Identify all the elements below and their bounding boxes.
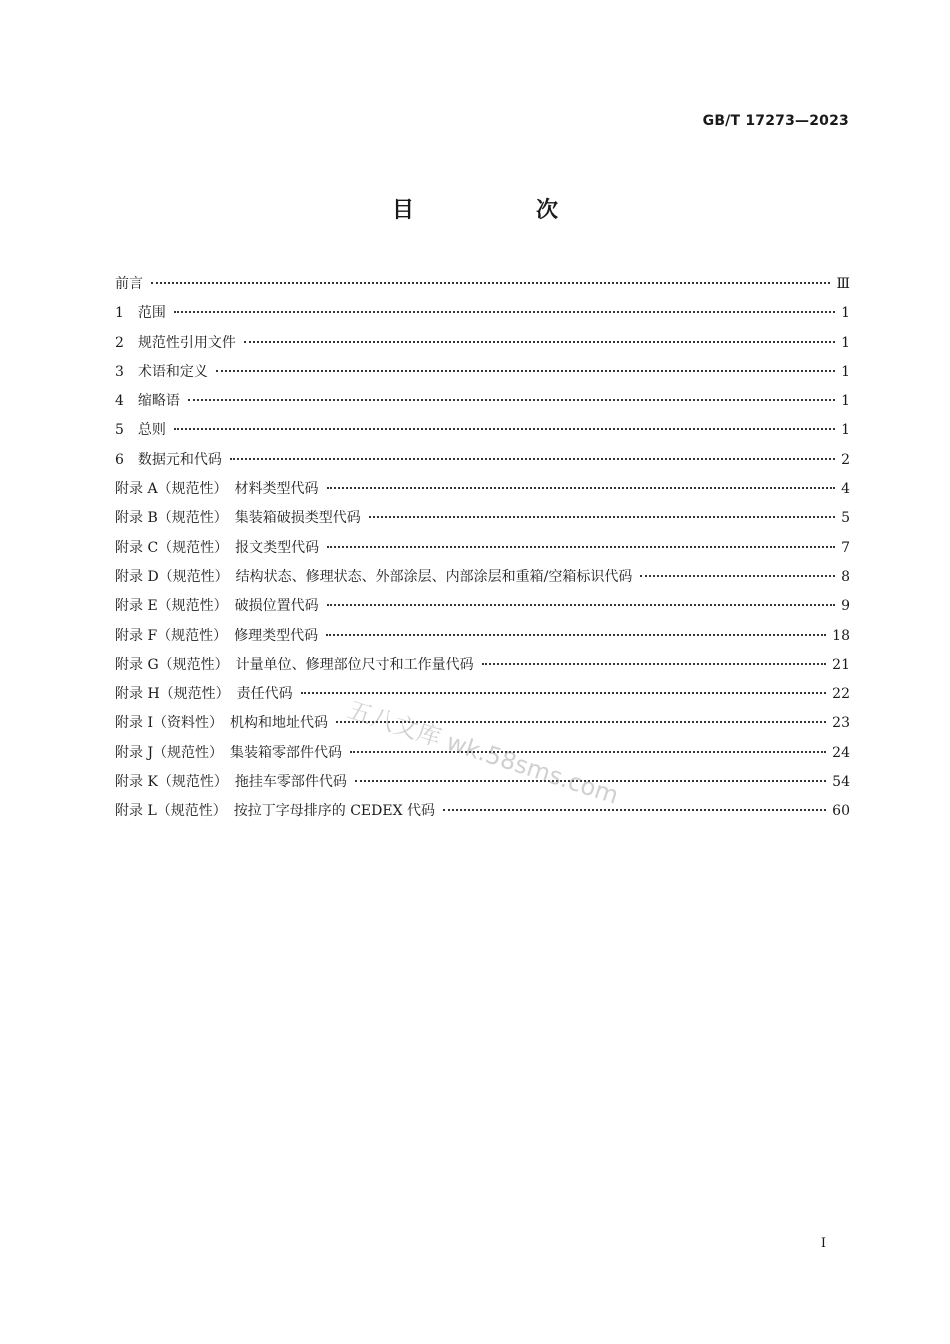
toc-entry-label: 附录 L（规范性） 按拉丁字母排序的 CEDEX 代码 — [115, 803, 435, 820]
toc-entry-page: 1 — [841, 393, 850, 410]
toc-entry[interactable] — [115, 651, 850, 680]
toc-entry[interactable] — [115, 299, 850, 328]
toc-leader-dots — [369, 516, 835, 518]
toc-entry-page: 7 — [841, 539, 850, 556]
toc-leader-dots — [327, 546, 835, 548]
toc-entry-label: 附录 F（规范性） 修理类型代码 — [115, 627, 319, 644]
toc-entry-page: 54 — [832, 774, 850, 791]
toc-leader-dots — [443, 809, 826, 811]
toc-entry[interactable] — [115, 739, 850, 768]
toc-entry-label: 4 缩略语 — [115, 393, 180, 410]
toc-leader-dots — [350, 751, 826, 753]
toc-entry-label: 附录 H（规范性） 责任代码 — [115, 686, 293, 703]
toc-leader-dots — [216, 370, 835, 372]
toc-entry-label: 附录 I（资料性） 机构和地址代码 — [115, 715, 328, 732]
toc-leader-dots — [230, 458, 835, 460]
toc-leader-dots — [355, 780, 826, 782]
toc-entry[interactable] — [115, 709, 850, 738]
toc-entry[interactable] — [115, 592, 850, 621]
toc-entry[interactable] — [115, 416, 850, 445]
toc-entry-page: 1 — [841, 334, 850, 351]
toc-entry-page: 4 — [841, 481, 850, 498]
toc-leader-dots — [244, 341, 835, 343]
toc-entry[interactable] — [115, 534, 850, 563]
page-number: I — [820, 1236, 826, 1251]
toc-entry-label: 6 数据元和代码 — [115, 451, 222, 468]
toc-entry[interactable] — [115, 797, 850, 826]
toc-entry-label: 附录 K（规范性） 拖挂车零部件代码 — [115, 774, 347, 791]
toc-entry-label: 1 范围 — [115, 305, 166, 322]
toc-entry[interactable] — [115, 680, 850, 709]
toc-leader-dots — [640, 575, 835, 577]
toc-entry-page: Ⅲ — [836, 276, 850, 292]
toc-entry[interactable] — [115, 387, 850, 416]
toc-entry[interactable] — [115, 358, 850, 387]
toc-entry-label: 5 总则 — [115, 422, 166, 439]
toc-entry[interactable] — [115, 563, 850, 592]
toc-entry[interactable] — [115, 475, 850, 504]
toc-entry-page: 1 — [841, 305, 850, 322]
toc-entry-page: 60 — [832, 803, 850, 820]
toc-entry[interactable] — [115, 768, 850, 797]
toc-entry-page: 18 — [832, 627, 850, 644]
toc-entry-label: 附录 D（规范性） 结构状态、修理状态、外部涂层、内部涂层和重箱/空箱标识代码 — [115, 568, 633, 585]
toc-leader-dots — [301, 692, 827, 694]
toc-entry-page: 1 — [841, 422, 850, 439]
toc-leader-dots — [336, 721, 826, 723]
toc-entry-page: 1 — [841, 363, 850, 380]
toc-entry-page: 5 — [841, 510, 850, 527]
toc-entry-page: 22 — [832, 686, 850, 703]
toc-entry[interactable] — [115, 270, 850, 299]
toc-entry-page: 8 — [841, 568, 850, 585]
toc-entry-label: 附录 C（规范性） 报文类型代码 — [115, 539, 320, 556]
toc-entry-page: 2 — [841, 451, 850, 468]
toc-leader-dots — [188, 399, 835, 401]
table-of-contents — [115, 270, 850, 827]
toc-entry-label: 附录 A（规范性） 材料类型代码 — [115, 481, 319, 498]
toc-entry-label: 附录 B（规范性） 集装箱破损类型代码 — [115, 510, 361, 527]
watermark: 五八文库 wk.58sms.com — [344, 695, 622, 810]
page-title: 目 次 — [391, 198, 608, 223]
toc-entry-page: 24 — [832, 744, 850, 761]
toc-entry-page: 21 — [832, 656, 850, 673]
toc-entry-label: 附录 E（规范性） 破损位置代码 — [115, 598, 319, 615]
toc-entry[interactable] — [115, 446, 850, 475]
toc-entry-page: 23 — [832, 715, 850, 732]
toc-entry[interactable] — [115, 329, 850, 358]
toc-leader-dots — [482, 663, 827, 665]
toc-entry[interactable] — [115, 504, 850, 533]
toc-entry-label: 附录 J（规范性） 集装箱零部件代码 — [115, 744, 343, 761]
toc-leader-dots — [326, 634, 826, 636]
toc-entry-label: 2 规范性引用文件 — [115, 334, 236, 351]
toc-leader-dots — [151, 282, 830, 284]
toc-entry-label: 附录 G（规范性） 计量单位、修理部位尺寸和工作量代码 — [115, 656, 474, 673]
toc-entry[interactable] — [115, 622, 850, 651]
toc-leader-dots — [174, 428, 835, 430]
toc-entry-page: 9 — [841, 598, 850, 615]
toc-leader-dots — [327, 487, 836, 489]
toc-leader-dots — [174, 311, 835, 313]
toc-entry-label: 前言 — [115, 276, 143, 292]
toc-entry-label: 3 术语和定义 — [115, 363, 208, 380]
standard-code: GB/T 17273—2023 — [702, 113, 849, 129]
toc-leader-dots — [327, 604, 835, 606]
